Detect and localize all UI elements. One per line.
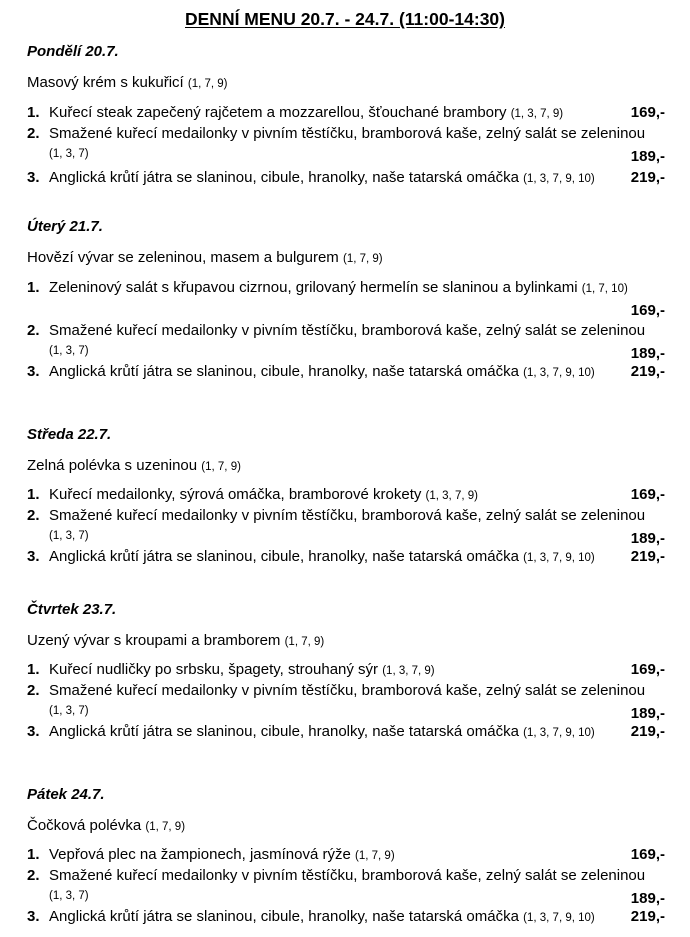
item-price: 169,- [630, 302, 665, 319]
item-price: 219,- [630, 363, 665, 380]
soup-allergens: (1, 7, 9) [342, 253, 383, 265]
item-name: Anglická krůtí játra se slaninou, cibule, hranolky, naše tatarská omáčka [49, 723, 519, 740]
item-allergens: (1, 3, 7) [49, 890, 89, 902]
item-name: Anglická krůtí játra se slaninou, cibule, hranolky, naše tatarská omáčka [49, 169, 519, 186]
soup-name: Masový krém s kukuřicí [27, 74, 184, 91]
item-text [49, 661, 435, 678]
item-price: 169,- [630, 104, 665, 121]
item-price: 189,- [630, 148, 665, 165]
item-allergens: (1, 3, 7, 9, 10) [523, 552, 595, 564]
soup-line [27, 457, 241, 474]
day-heading: Středa 22.7. [27, 426, 112, 443]
item-number: 1. [27, 661, 40, 678]
item-price: 189,- [630, 345, 665, 362]
item-number: 2. [27, 125, 40, 142]
item-name: Anglická krůtí játra se slaninou, cibule, hranolky, naše tatarská omáčka [49, 363, 519, 380]
item-name: Vepřová plec na žampionech, jasmínová rýže [49, 846, 351, 863]
item-allergens: (1, 3, 7, 9, 10) [523, 367, 595, 379]
item-name: Anglická krůtí játra se slaninou, cibule, hranolky, naše tatarská omáčka [49, 908, 519, 925]
item-number: 2. [27, 867, 40, 884]
item-text [49, 363, 595, 380]
day-heading: Úterý 21.7. [27, 218, 103, 235]
soup-name: Zelná polévka s uzeninou [27, 457, 198, 474]
item-allergens: (1, 3, 7, 9) [382, 665, 435, 677]
item-text [49, 486, 478, 503]
item-allergens: (1, 3, 7, 9, 10) [523, 912, 595, 924]
item-text [49, 104, 563, 121]
item-number: 3. [27, 723, 40, 740]
item-allergens: (1, 7, 9) [355, 850, 395, 862]
soup-line [27, 817, 185, 834]
item-number: 1. [27, 104, 40, 121]
item-number: 1. [27, 486, 40, 503]
item-allergens: (1, 7, 10) [581, 283, 628, 295]
soup-name: Hovězí vývar se zeleninou, masem a bulgurem [27, 249, 339, 266]
item-price: 189,- [630, 705, 665, 722]
day-heading: Pátek 24.7. [27, 786, 105, 803]
item-number: 3. [27, 548, 40, 565]
item-price: 219,- [630, 908, 665, 925]
item-number: 1. [27, 846, 40, 863]
soup-name: Uzený vývar s kroupami a bramborem [27, 632, 281, 649]
soup-line [27, 632, 324, 649]
item-name: Smažené kuřecí medailonky v pivním těstíčku, bramborová kaše, zelný salát se zeleninou [49, 507, 646, 524]
item-text [49, 723, 595, 740]
item-allergens: (1, 3, 7) [49, 148, 89, 160]
item-price: 189,- [630, 530, 665, 547]
item-text [49, 169, 595, 186]
item-number: 3. [27, 169, 40, 186]
item-text [49, 908, 595, 925]
item-name: Zeleninový salát s křupavou cizrnou, grilovaný hermelín se slaninou a bylinkami [49, 279, 578, 296]
item-name: Smažené kuřecí medailonky v pivním těstíčku, bramborová kaše, zelný salát se zeleninou [49, 322, 646, 339]
item-text [49, 548, 595, 565]
day-heading: Čtvrtek 23.7. [27, 601, 117, 618]
item-number: 3. [27, 363, 40, 380]
soup-line [27, 74, 228, 91]
soup-line [27, 249, 383, 266]
soup-allergens: (1, 7, 9) [145, 821, 186, 833]
item-name: Anglická krůtí játra se slaninou, cibule, hranolky, naše tatarská omáčka [49, 548, 519, 565]
item-name: Smažené kuřecí medailonky v pivním těstíčku, bramborová kaše, zelný salát se zeleninou [49, 125, 646, 142]
item-allergens: (1, 3, 7, 9) [510, 108, 564, 120]
soup-allergens: (1, 7, 9) [284, 636, 325, 648]
item-price: 169,- [630, 661, 665, 678]
item-allergens: (1, 3, 7) [49, 530, 89, 542]
item-number: 3. [27, 908, 40, 925]
item-allergens: (1, 3, 7) [49, 345, 89, 357]
item-name: Kuřecí medailonky, sýrová omáčka, bramborové krokety [49, 486, 422, 503]
item-name: Kuřecí steak zapečený rajčetem a mozzarellou, šťouchané brambory [49, 104, 507, 121]
item-allergens: (1, 3, 7, 9, 10) [523, 173, 595, 185]
item-allergens: (1, 3, 7, 9) [425, 490, 478, 502]
item-name: Kuřecí nudličky po srbsku, špagety, strouhaný sýr [49, 661, 379, 678]
item-allergens: (1, 3, 7) [49, 705, 89, 717]
item-number: 2. [27, 682, 40, 699]
soup-name: Čočková polévka [27, 817, 142, 834]
menu-title: DENNÍ MENU 20.7. - 24.7. (11:00-14:30) [185, 9, 505, 29]
item-name: Smažené kuřecí medailonky v pivním těstíčku, bramborová kaše, zelný salát se zeleninou [49, 682, 646, 699]
item-number: 1. [27, 279, 40, 296]
item-price: 219,- [630, 723, 665, 740]
item-number: 2. [27, 507, 40, 524]
soup-allergens: (1, 7, 9) [187, 78, 228, 90]
item-number: 2. [27, 322, 40, 339]
item-price: 219,- [630, 548, 665, 565]
item-price: 169,- [630, 486, 665, 503]
soup-allergens: (1, 7, 9) [201, 461, 241, 473]
item-price: 169,- [630, 846, 665, 863]
item-name: Smažené kuřecí medailonky v pivním těstíčku, bramborová kaše, zelný salát se zeleninou [49, 867, 646, 884]
item-text [49, 846, 395, 863]
item-text [49, 279, 628, 296]
item-allergens: (1, 3, 7, 9, 10) [523, 727, 595, 739]
item-price: 189,- [630, 890, 665, 907]
day-heading: Pondělí 20.7. [27, 43, 119, 60]
item-price: 219,- [630, 169, 665, 186]
